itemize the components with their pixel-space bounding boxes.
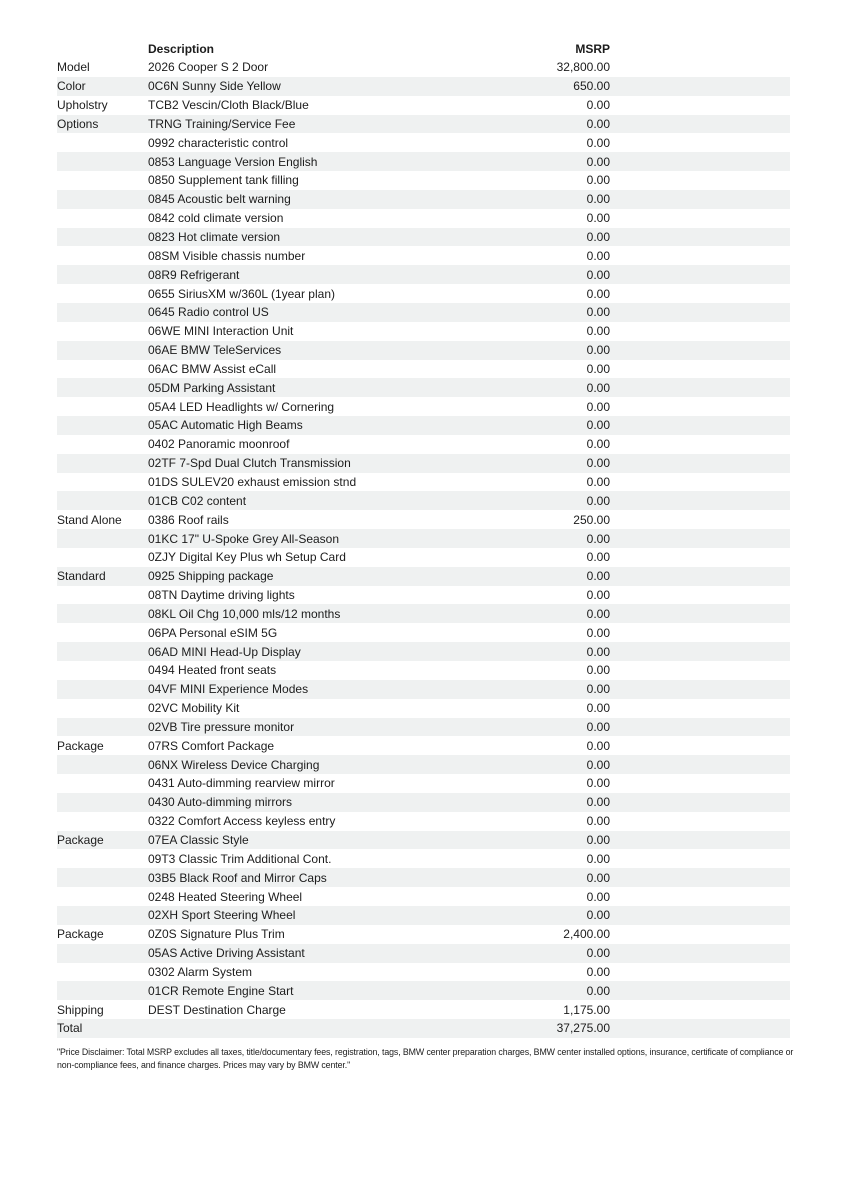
row-msrp: 0.00 xyxy=(586,230,610,245)
row-description: 0430 Auto-dimming mirrors xyxy=(148,795,293,810)
table-row xyxy=(57,284,790,303)
row-msrp: 0.00 xyxy=(586,305,610,320)
table-row xyxy=(57,265,790,284)
row-msrp: 0.00 xyxy=(586,135,610,150)
row-description: 01KC 17" U-Spoke Grey All-Season xyxy=(148,531,340,546)
row-msrp: 0.00 xyxy=(586,173,610,188)
table-row xyxy=(57,133,790,152)
table-row xyxy=(57,1000,790,1019)
table-row xyxy=(57,699,790,718)
table-row xyxy=(57,510,790,529)
row-description: 0ZJY Digital Key Plus wh Setup Card xyxy=(148,550,346,565)
table-row xyxy=(57,642,790,661)
row-description: TRNG Training/Service Fee xyxy=(148,116,296,131)
table-row xyxy=(57,473,790,492)
row-description: 0992 characteristic control xyxy=(148,135,289,150)
table-row xyxy=(57,906,790,925)
table-row xyxy=(57,209,790,228)
table-row xyxy=(57,868,790,887)
table-row xyxy=(57,849,790,868)
row-category: Standard xyxy=(57,569,106,584)
row-description: 06PA Personal eSIM 5G xyxy=(148,625,278,640)
table-row xyxy=(57,303,790,322)
row-description: 07RS Comfort Package xyxy=(148,738,275,753)
row-msrp: 0.00 xyxy=(586,569,610,584)
row-description: DEST Destination Charge xyxy=(148,1002,286,1017)
row-msrp: 0.00 xyxy=(586,682,610,697)
row-msrp: 650.00 xyxy=(573,79,610,94)
row-category: Package xyxy=(57,833,104,848)
row-description: 0494 Heated front seats xyxy=(148,663,277,678)
table-row xyxy=(57,718,790,737)
table-row xyxy=(57,887,790,906)
row-msrp: 0.00 xyxy=(586,851,610,866)
row-msrp: 0.00 xyxy=(586,399,610,414)
row-description: 0823 Hot climate version xyxy=(148,230,281,245)
table-row xyxy=(57,491,790,510)
row-description: 0386 Roof rails xyxy=(148,512,229,527)
row-msrp: 0.00 xyxy=(586,286,610,301)
row-description: 08R9 Refrigerant xyxy=(148,267,240,282)
row-description: 05AC Automatic High Beams xyxy=(148,418,303,433)
row-msrp: 0.00 xyxy=(586,814,610,829)
row-msrp: 0.00 xyxy=(586,719,610,734)
row-description: 0302 Alarm System xyxy=(148,964,253,979)
row-msrp: 0.00 xyxy=(586,588,610,603)
row-description: 0248 Heated Steering Wheel xyxy=(148,889,303,904)
row-msrp: 0.00 xyxy=(586,211,610,226)
row-description: 01DS SULEV20 exhaust emission stnd xyxy=(148,474,357,489)
row-msrp: 0.00 xyxy=(586,116,610,131)
row-description: 05AS Active Driving Assistant xyxy=(148,946,305,961)
row-description: 06AC BMW Assist eCall xyxy=(148,361,277,376)
row-description: 02VB Tire pressure monitor xyxy=(148,719,295,734)
row-msrp: 0.00 xyxy=(586,493,610,508)
row-msrp: 0.00 xyxy=(586,474,610,489)
table-row xyxy=(57,567,790,586)
table-row xyxy=(57,360,790,379)
table-row xyxy=(57,774,790,793)
row-msrp: 2,400.00 xyxy=(563,927,610,942)
row-msrp: 250.00 xyxy=(573,512,610,527)
row-msrp: 0.00 xyxy=(586,324,610,339)
row-description: 0853 Language Version English xyxy=(148,154,318,169)
row-msrp: 0.00 xyxy=(586,701,610,716)
row-description: 0431 Auto-dimming rearview mirror xyxy=(148,776,335,791)
row-description: 02XH Sport Steering Wheel xyxy=(148,908,296,923)
row-description: 0842 cold climate version xyxy=(148,211,284,226)
table-row xyxy=(57,322,790,341)
row-category: Upholstry xyxy=(57,98,108,113)
row-description: 08SM Visible chassis number xyxy=(148,248,306,263)
row-msrp: 0.00 xyxy=(586,889,610,904)
header-description: Description xyxy=(148,41,215,56)
table-row xyxy=(57,190,790,209)
row-description: 0925 Shipping package xyxy=(148,569,274,584)
row-msrp: 32,800.00 xyxy=(556,60,610,75)
row-category: Color xyxy=(57,79,86,94)
row-description: 0845 Acoustic belt warning xyxy=(148,192,291,207)
table-row xyxy=(57,680,790,699)
table-header-row xyxy=(57,39,790,58)
row-category: Package xyxy=(57,927,104,942)
row-category: Stand Alone xyxy=(57,512,122,527)
row-msrp: 0.00 xyxy=(586,267,610,282)
row-msrp: 0.00 xyxy=(586,380,610,395)
row-description: 0645 Radio control US xyxy=(148,305,269,320)
row-msrp: 0.00 xyxy=(586,98,610,113)
header-msrp: MSRP xyxy=(575,41,610,56)
row-msrp: 0.00 xyxy=(586,361,610,376)
row-msrp: 1,175.00 xyxy=(563,1002,610,1017)
table-row xyxy=(57,58,790,77)
table-row xyxy=(57,228,790,247)
row-msrp: 37,275.00 xyxy=(556,1021,610,1036)
row-category: Package xyxy=(57,738,104,753)
row-description: TCB2 Vescin/Cloth Black/Blue xyxy=(148,98,309,113)
table-row xyxy=(57,378,790,397)
row-description: 03B5 Black Roof and Mirror Caps xyxy=(148,870,327,885)
row-description: 2026 Cooper S 2 Door xyxy=(148,60,269,75)
table-row xyxy=(57,397,790,416)
table-row xyxy=(57,246,790,265)
row-msrp: 0.00 xyxy=(586,833,610,848)
row-description: 06AD MINI Head-Up Display xyxy=(148,644,301,659)
table-row xyxy=(57,812,790,831)
row-msrp: 0.00 xyxy=(586,795,610,810)
table-row xyxy=(57,115,790,134)
row-category: Total xyxy=(57,1021,83,1036)
row-description: 01CR Remote Engine Start xyxy=(148,983,294,998)
table-row xyxy=(57,981,790,1000)
row-msrp: 0.00 xyxy=(586,456,610,471)
row-description: 02TF 7-Spd Dual Clutch Transmission xyxy=(148,456,351,471)
table-row xyxy=(57,586,790,605)
table-row xyxy=(57,77,790,96)
table-row xyxy=(57,435,790,454)
row-msrp: 0.00 xyxy=(586,531,610,546)
row-description: 05A4 LED Headlights w/ Cornering xyxy=(148,399,335,414)
table-row xyxy=(57,1019,790,1038)
table-row xyxy=(57,944,790,963)
row-msrp: 0.00 xyxy=(586,964,610,979)
row-description: 02VC Mobility Kit xyxy=(148,701,240,716)
row-description: 0C6N Sunny Side Yellow xyxy=(148,79,281,94)
table-row xyxy=(57,831,790,850)
table-row xyxy=(57,96,790,115)
row-category: Shipping xyxy=(57,1002,104,1017)
row-category: Model xyxy=(57,60,90,75)
row-msrp: 0.00 xyxy=(586,154,610,169)
row-description: 0Z0S Signature Plus Trim xyxy=(148,927,285,942)
row-category: Options xyxy=(57,116,99,131)
table-row xyxy=(57,152,790,171)
row-msrp: 0.00 xyxy=(586,606,610,621)
table-row xyxy=(57,529,790,548)
row-description: 05DM Parking Assistant xyxy=(148,380,276,395)
row-msrp: 0.00 xyxy=(586,757,610,772)
row-msrp: 0.00 xyxy=(586,550,610,565)
row-description: 09T3 Classic Trim Additional Cont. xyxy=(148,851,332,866)
table-row xyxy=(57,661,790,680)
row-description: 0402 Panoramic moonroof xyxy=(148,437,290,452)
table-row xyxy=(57,736,790,755)
row-description: 0655 SiriusXM w/360L (1year plan) xyxy=(148,286,335,301)
row-msrp: 0.00 xyxy=(586,437,610,452)
row-description: 04VF MINI Experience Modes xyxy=(148,682,309,697)
row-msrp: 0.00 xyxy=(586,776,610,791)
table-row xyxy=(57,963,790,982)
row-description: 08KL Oil Chg 10,000 mls/12 months xyxy=(148,606,341,621)
row-msrp: 0.00 xyxy=(586,625,610,640)
table-row xyxy=(57,793,790,812)
table-row xyxy=(57,604,790,623)
table-row xyxy=(57,341,790,360)
row-msrp: 0.00 xyxy=(586,418,610,433)
table-row xyxy=(57,623,790,642)
row-description: 08TN Daytime driving lights xyxy=(148,588,295,603)
row-msrp: 0.00 xyxy=(586,343,610,358)
row-description: 06NX Wireless Device Charging xyxy=(148,757,320,772)
row-description: 07EA Classic Style xyxy=(148,833,249,848)
row-msrp: 0.00 xyxy=(586,946,610,961)
row-msrp: 0.00 xyxy=(586,644,610,659)
row-description: 01CB C02 content xyxy=(148,493,247,508)
row-msrp: 0.00 xyxy=(586,192,610,207)
row-msrp: 0.00 xyxy=(586,663,610,678)
table-row xyxy=(57,925,790,944)
table-row xyxy=(57,548,790,567)
table-row xyxy=(57,416,790,435)
table-row xyxy=(57,454,790,473)
row-description: 06AE BMW TeleServices xyxy=(148,343,282,358)
table-row xyxy=(57,755,790,774)
row-msrp: 0.00 xyxy=(586,738,610,753)
row-description: 0850 Supplement tank filling xyxy=(148,173,299,188)
price-disclaimer: "Price Disclaimer: Total MSRP excludes all taxes, title/documentary fees, registration, tags, BMW center preparation charges, BMW center installed options, insurance, certificate of compliance or non-compliance fees, and finance charges. Prices may vary by BMW center." xyxy=(57,1047,794,1070)
vehicle-pricing-table xyxy=(57,39,790,1038)
row-description: 06WE MINI Interaction Unit xyxy=(148,324,294,339)
row-msrp: 0.00 xyxy=(586,983,610,998)
row-msrp: 0.00 xyxy=(586,870,610,885)
row-description: 0322 Comfort Access keyless entry xyxy=(148,814,336,829)
row-msrp: 0.00 xyxy=(586,908,610,923)
row-msrp: 0.00 xyxy=(586,248,610,263)
table-body xyxy=(57,58,790,1038)
table-row xyxy=(57,171,790,190)
